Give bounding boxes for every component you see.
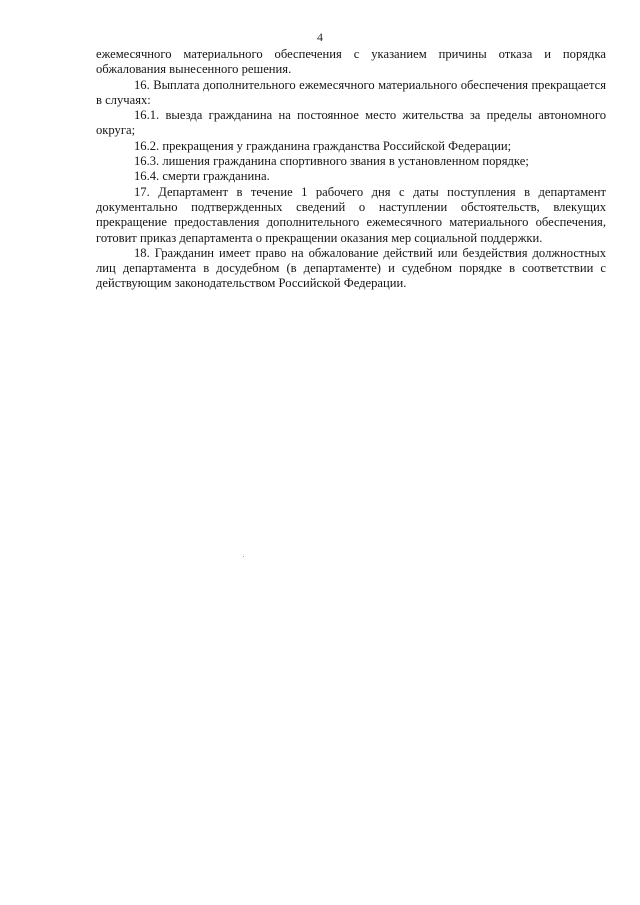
- page-number: 4: [317, 30, 323, 44]
- paragraph-16-4: 16.4. смерти гражданина.: [134, 169, 270, 184]
- paragraph-continuation: ежемесячного материального обеспечения с указанием причины отказа и порядка обжалования вынесенного решения.: [96, 47, 606, 77]
- paragraph-18: 18. Гражданин имеет право на обжалование действий или бездействия должностных лиц департамента в досудебном (в департаменте) и судебном порядке в соответствии с действующим законодательством Российской Федерации.: [96, 245, 606, 291]
- paragraph-17: 17. Департамент в течение 1 рабочего дня с даты поступления в департамент документально подтвержденных сведений о наступлении обстоятельств, влекущих прекращение предоставления дополнительного ежемесячного материального обеспечения, готовит приказ департамента о прекращении оказания мер социальной поддержки.: [96, 184, 606, 245]
- document-body: [96, 47, 606, 292]
- paragraph-16-3: 16.3. лишения гражданина спортивного звания в установленном порядке;: [134, 154, 529, 169]
- paragraph-16: 16. Выплата дополнительного ежемесячного материального обеспечения прекращается в случаях:: [96, 77, 606, 107]
- paragraph-16-2: 16.2. прекращения у гражданина гражданства Российской Федерации;: [134, 138, 512, 153]
- paragraph-16-1: 16.1. выезда гражданина на постоянное место жительства за пределы автономного округа;: [96, 108, 606, 138]
- scan-speck: [243, 556, 244, 557]
